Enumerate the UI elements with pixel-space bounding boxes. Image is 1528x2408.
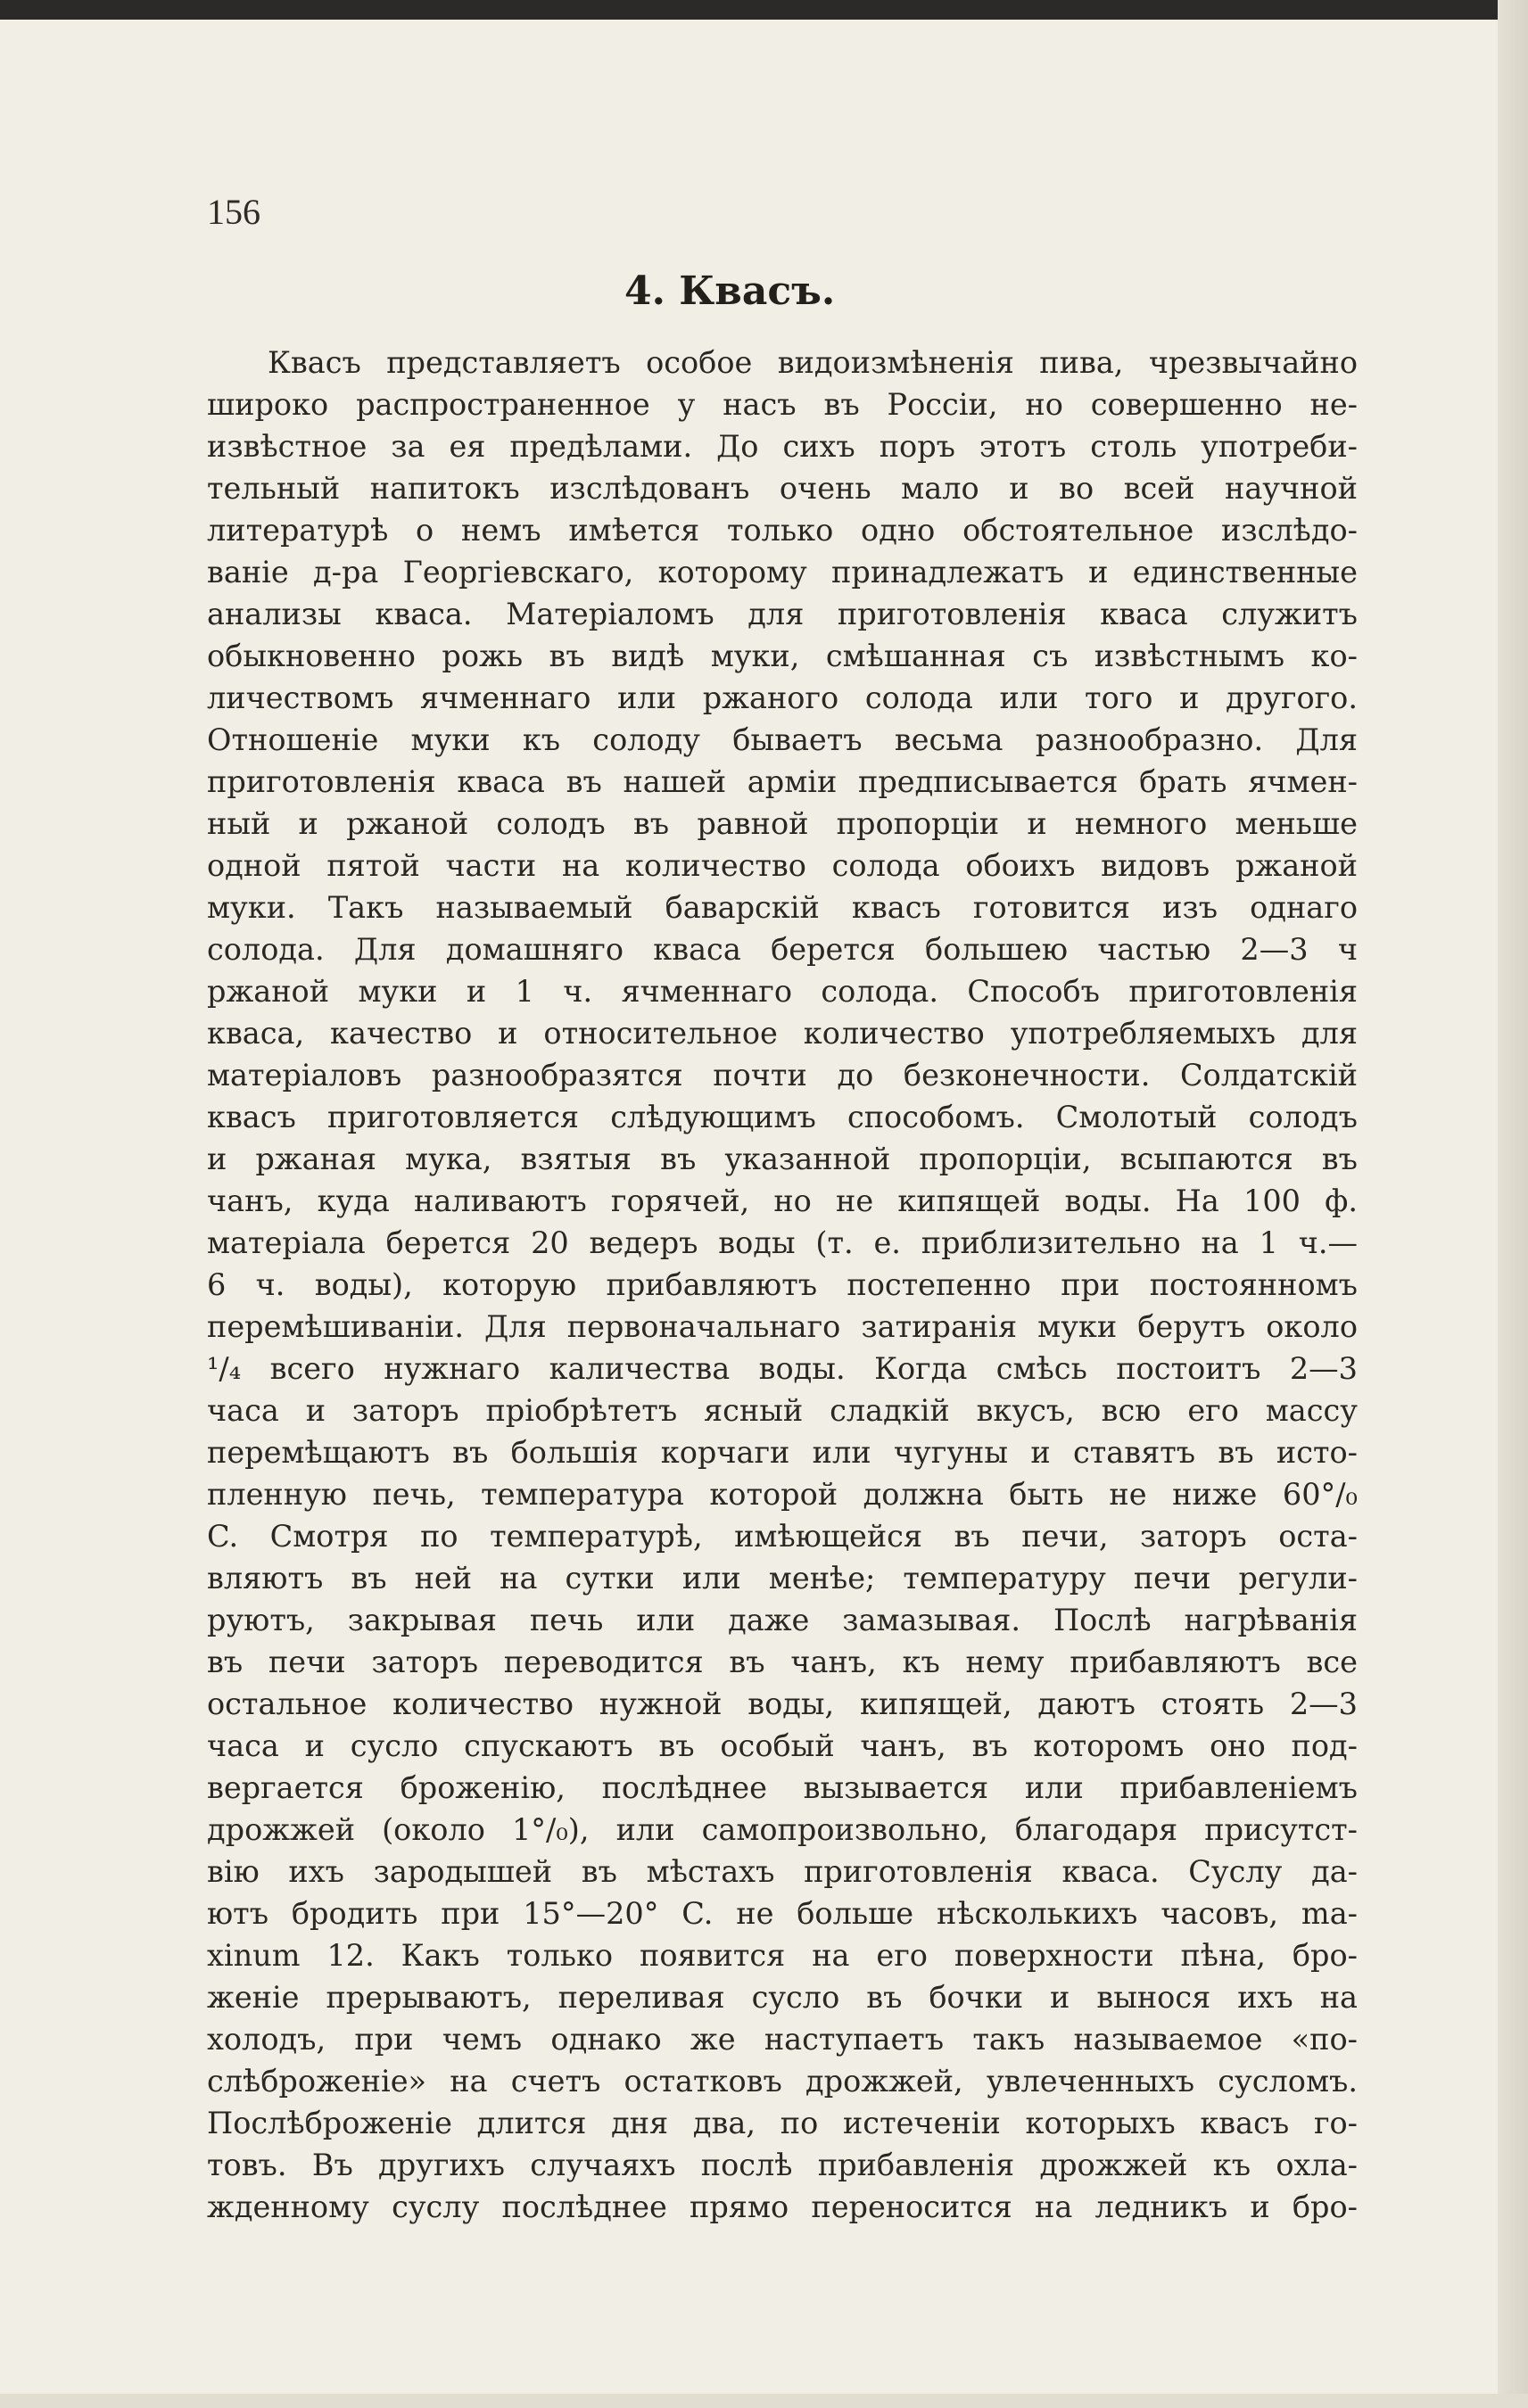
text-line: извѣстное за ея предѣлами. До сихъ поръ этотъ столь употреби- [207, 429, 1358, 464]
text-line: солода. Для домашняго кваса берется большею частью 2—3 ч [207, 932, 1358, 967]
text-line: холодъ, при чемъ однако же наступаетъ такъ называемое «по- [207, 2022, 1358, 2057]
text-line: ¹/₄ всего нужнаго каличества воды. Когда смѣсь постоитъ 2—3 [207, 1351, 1358, 1386]
text-line: литературѣ о немъ имѣется только одно обстоятельное изслѣдо- [207, 513, 1358, 548]
text-line: пленную печь, температура которой должна быть не ниже 60°/₀ [207, 1477, 1358, 1512]
text-line: часа и сусло спускаютъ въ особый чанъ, въ которомъ оно под- [207, 1728, 1358, 1763]
right-page-edge [1498, 0, 1528, 2408]
top-scan-border [0, 0, 1499, 20]
section-title: 4. Квасъ. [624, 268, 836, 314]
bottom-page-edge [0, 2394, 1528, 2408]
text-line: матеріала берется 20 ведеръ воды (т. е. приблизительно на 1 ч.— [207, 1225, 1358, 1260]
text-line: анализы кваса. Матеріаломъ для приготовленія кваса служитъ [207, 597, 1358, 631]
text-line: личествомъ ячменнаго или ржаного солода или того и другого. [207, 680, 1358, 715]
text-line: приготовленія кваса въ нашей арміи предписывается брать ячмен- [207, 764, 1358, 799]
text-line: широко распространенное у насъ въ Россіи, но совершенно не- [207, 387, 1358, 422]
text-line: C. Смотря по температурѣ, имѣющейся въ печи, заторъ оста- [207, 1519, 1358, 1554]
text-line: перемѣшиваніи. Для первоначальнаго затиранія муки берутъ около [207, 1309, 1358, 1344]
text-line: одной пятой части на количество солода обоихъ видовъ ржаной [207, 848, 1358, 883]
text-line: кваса, качество и относительное количество употребляемыхъ для [207, 1016, 1358, 1051]
text-line: часа и заторъ пріобрѣтетъ ясный сладкій вкусъ, всю его массу [207, 1393, 1358, 1428]
text-line: и ржаная мука, взятыя въ указанной пропорціи, всыпаются въ [207, 1142, 1358, 1176]
text-line: слѣброженіе» на счетъ остатковъ дрожжей, увлеченныхъ сусломъ. [207, 2064, 1358, 2099]
text-line: ржаной муки и 1 ч. ячменнаго солода. Способъ приготовленія [207, 974, 1358, 1009]
text-line: дрожжей (около 1°/₀), или самопроизвольно, благодаря присутст- [207, 1812, 1358, 1847]
text-line: остальное количество нужной воды, кипящей, даютъ стоять 2—3 [207, 1686, 1358, 1721]
text-line: товъ. Въ другихъ случаяхъ послѣ прибавленія дрожжей къ охла- [207, 2148, 1358, 2182]
body-text [207, 342, 1358, 2228]
text-line: ютъ бродить при 15°—20° C. не больше нѣсколькихъ часовъ, ma- [207, 1896, 1358, 1931]
text-line: Квасъ представляетъ особое видоизмѣненія пива, чрезвычайно [268, 345, 1358, 380]
text-line: квасъ приготовляется слѣдующимъ способомъ. Смолотый солодъ [207, 1100, 1358, 1134]
text-line: Отношеніе муки къ солоду бываетъ весьма разнообразно. Для [207, 722, 1358, 757]
text-line: тельный напитокъ изслѣдованъ очень мало и во всей научной [207, 471, 1358, 506]
text-line: 6 ч. воды), которую прибавляютъ постепенно при постоянномъ [207, 1267, 1358, 1302]
text-line: жденному суслу послѣднее прямо переносится на ледникъ и бро- [207, 2189, 1358, 2224]
text-line: матеріаловъ разнообразятся почти до безконечности. Солдатскій [207, 1058, 1358, 1093]
text-line: руютъ, закрывая печь или даже замазывая. Послѣ нагрѣванія [207, 1603, 1358, 1637]
text-line: перемѣщаютъ въ большія корчаги или чугуны и ставятъ въ исто- [207, 1435, 1358, 1470]
text-line: муки. Такъ называемый баварскій квасъ готовится изъ однаго [207, 890, 1358, 925]
text-line: ваніе д-ра Георгіевскаго, которому принадлежатъ и единственные [207, 555, 1358, 590]
page-number: 156 [207, 192, 260, 232]
text-line: вляютъ въ ней на сутки или менѣе; температуру печи регули- [207, 1561, 1358, 1596]
text-line: вію ихъ зародышей въ мѣстахъ приготовленія кваса. Суслу да- [207, 1854, 1358, 1889]
text-line: чанъ, куда наливаютъ горячей, но не кипящей воды. На 100 ф. [207, 1183, 1358, 1218]
text-line: женіе прерываютъ, переливая сусло въ бочки и вынося ихъ на [207, 1980, 1358, 2015]
text-line: Послѣброженіе длится дня два, по истеченіи которыхъ квасъ го- [207, 2106, 1358, 2140]
text-line: вергается броженію, послѣднее вызывается или прибавленіемъ [207, 1770, 1358, 1805]
text-line: ный и ржаной солодъ въ равной пропорціи и немного меньше [207, 806, 1358, 841]
text-line: въ печи заторъ переводится въ чанъ, къ нему прибавляютъ все [207, 1645, 1358, 1679]
text-line: обыкновенно рожь въ видѣ муки, смѣшанная съ извѣстнымъ ко- [207, 639, 1358, 673]
text-line: xinum 12. Какъ только появится на его поверхности пѣна, бро- [207, 1938, 1358, 1973]
